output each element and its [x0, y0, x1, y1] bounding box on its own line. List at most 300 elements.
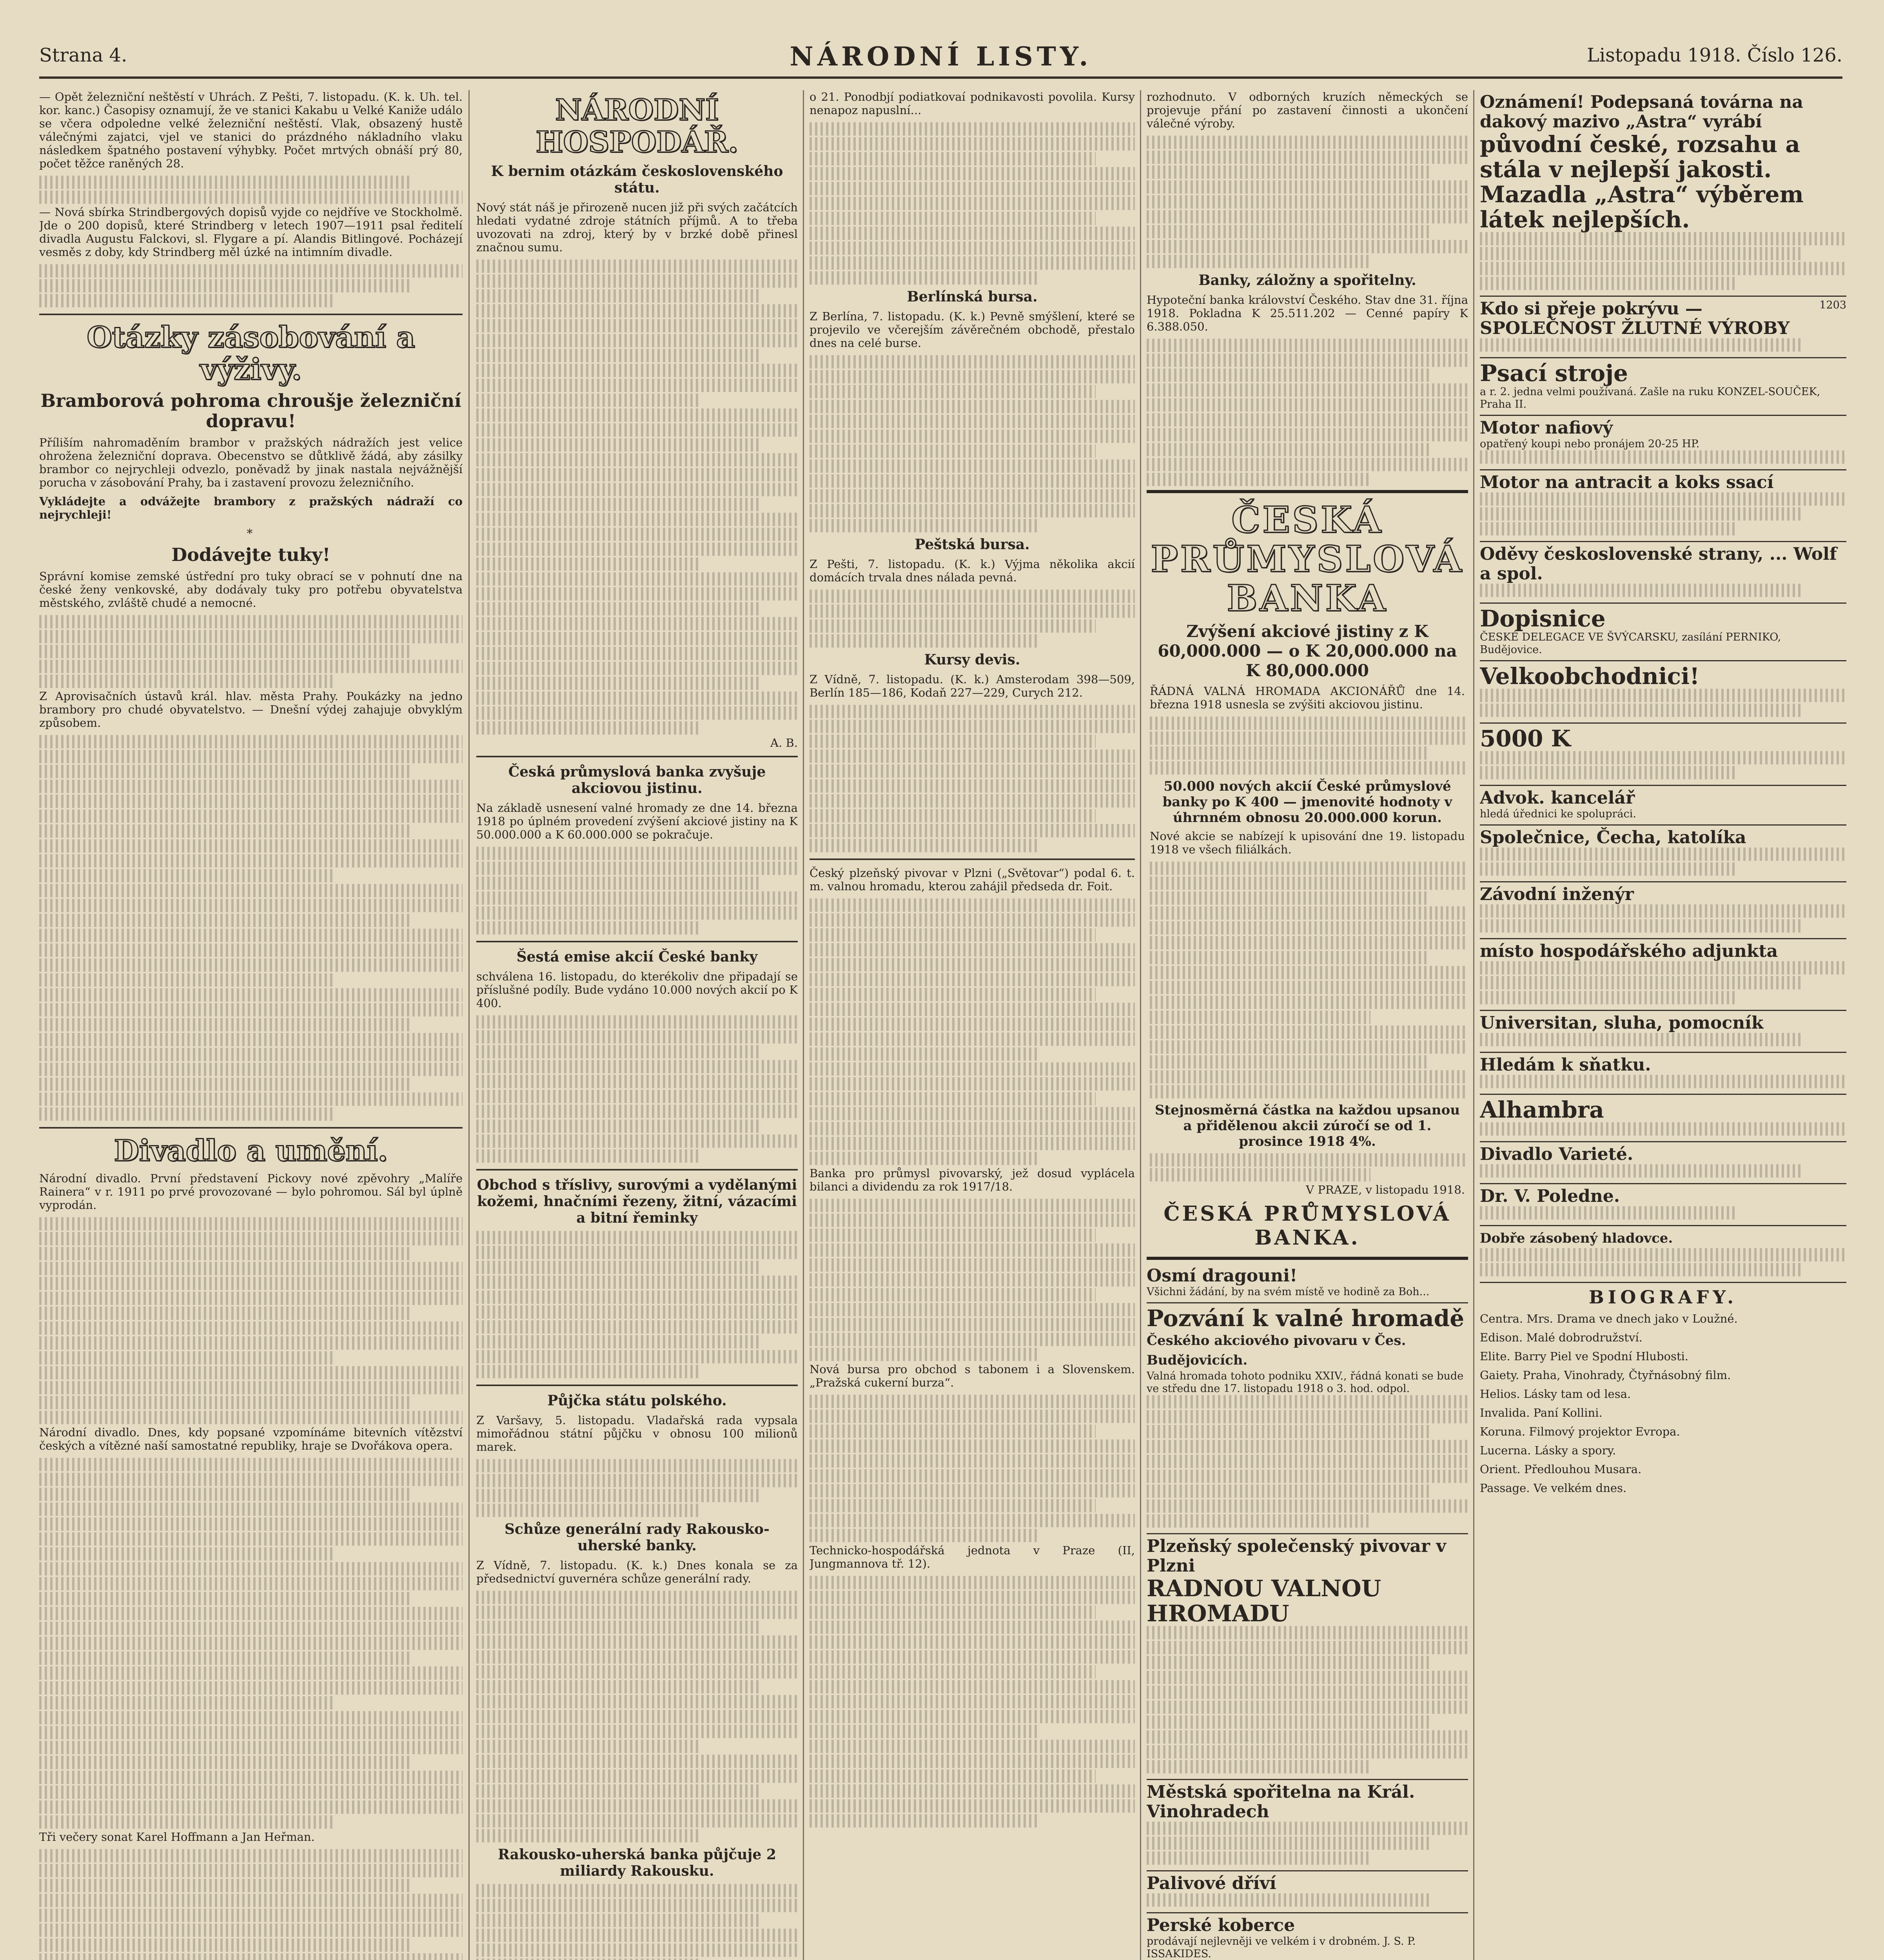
text-line — [1147, 1851, 1372, 1865]
text-line — [39, 1336, 463, 1350]
bank-ad-place: V PRAZE, v listopadu 1918. — [1306, 1183, 1465, 1196]
text-line — [1147, 151, 1468, 164]
text-line — [1147, 1730, 1468, 1744]
text-line — [476, 921, 701, 935]
text-line — [1480, 1263, 1802, 1276]
text-line — [1147, 1514, 1372, 1528]
article-pest: Z Pešti, 7. listopadu. (K. k.) Výjma několika akcií domácích trvala dnes nálada pevná. — [810, 557, 1135, 584]
article-market: o 21. Ponodbjí podiatkovaí podnikavosti povolila. Kursy nenapoz napuslní... — [810, 90, 1135, 117]
text-line — [810, 1665, 1096, 1679]
headline-fat: Dodávejte tuky! — [171, 544, 330, 565]
text-line — [1147, 180, 1468, 194]
text-line — [1480, 689, 1846, 702]
text-line — [810, 1107, 1135, 1120]
text-line — [810, 1755, 1135, 1768]
text-line — [39, 839, 463, 853]
text-line — [39, 1741, 463, 1754]
ad-farm-adjunct — [1480, 939, 1846, 1011]
text-line — [810, 122, 1135, 136]
text-line — [476, 906, 798, 920]
text-line — [39, 1232, 463, 1245]
cinema-item: Lucerna. Lásky a spory. — [1480, 1444, 1616, 1457]
text-line — [1150, 862, 1465, 875]
text-line — [810, 445, 1096, 458]
text-line — [476, 877, 759, 890]
text-line — [1150, 1055, 1427, 1069]
text-line — [1150, 921, 1465, 935]
ad-title: Dobře zásobený hladovce. — [1480, 1230, 1673, 1246]
text-line — [476, 1725, 798, 1738]
text-line — [810, 1395, 1135, 1408]
text-line — [1147, 339, 1468, 352]
text-line — [810, 1348, 1037, 1361]
text-line — [476, 274, 798, 288]
column-rule — [1140, 90, 1141, 1960]
text-line — [810, 928, 1096, 942]
headline-bank-meeting: Schůze generální rady Rakousko-uherské banky. — [505, 1521, 770, 1554]
column-4 — [1147, 90, 1468, 1960]
headline-pest-bourse: Peštská bursa. — [915, 536, 1030, 553]
ad-title: Psací stroje — [1480, 360, 1628, 387]
text-line — [1150, 877, 1465, 890]
text-line — [39, 1063, 463, 1076]
text-line — [810, 167, 1135, 180]
text-line — [39, 1786, 463, 1799]
text-line — [39, 929, 463, 942]
text-line — [1147, 473, 1372, 486]
section-divider — [39, 314, 463, 315]
text-line — [476, 289, 759, 303]
text-line — [1147, 1455, 1468, 1468]
text-line — [476, 334, 798, 347]
ad-subtitle: RADNOU VALNOU HROMADU — [1147, 1575, 1381, 1627]
text-line — [1150, 966, 1465, 979]
text-line — [1150, 1040, 1465, 1054]
ad-variete — [1480, 1142, 1846, 1184]
page-label: Strana 4. — [39, 44, 127, 66]
text-line — [1147, 1485, 1430, 1498]
bank-ad-terms: Nové akcie se nabízejí k upisování dne 19. listopadu 1918 ve všech filiálkách. — [1150, 829, 1465, 856]
text-line — [810, 809, 1096, 822]
text-line — [810, 1137, 1135, 1150]
section-heading-economy: NÁRODNÍ HOSPODÁŘ. — [535, 93, 739, 159]
text-line — [476, 1276, 798, 1289]
text-line — [39, 1849, 463, 1862]
text-line — [810, 1018, 1135, 1031]
text-line — [810, 988, 1096, 1001]
text-line — [810, 634, 1037, 648]
article-share-issue: schválena 16. listopadu, do kterékoliv dne připadají se příslušné podíly. Bude vydáno 10.000 nových akcií po K 400. — [476, 970, 798, 1010]
text-line — [1480, 492, 1846, 506]
text-line — [476, 1944, 798, 1957]
text-line — [1147, 1893, 1430, 1907]
text-line — [1147, 1425, 1430, 1438]
text-line — [810, 430, 1135, 443]
text-line — [476, 513, 798, 526]
text-line — [1480, 450, 1846, 464]
text-line — [476, 572, 798, 586]
text-line — [476, 1665, 798, 1679]
article-bank-meeting: Z Vídně, 7. listopadu. (K. k.) Dnes konala se za předsednictví guvernéra schůze generální rady. — [476, 1559, 798, 1585]
text-line — [810, 197, 1135, 210]
text-line — [476, 304, 798, 318]
text-line — [39, 944, 463, 957]
text-line — [39, 1815, 336, 1829]
text-line — [476, 1606, 798, 1619]
article-sugar: Nová bursa pro obchod s tabonem i a Slovenskem. „Pražská cukerní burza“. — [810, 1363, 1135, 1389]
text-line — [810, 590, 1135, 603]
text-line — [476, 408, 798, 422]
ad-carpets — [1147, 1913, 1468, 1960]
text-line — [1480, 338, 1802, 352]
ad-title: Závodní inženýr — [1480, 884, 1634, 904]
text-line — [476, 1621, 759, 1634]
text-line — [476, 1829, 701, 1842]
article-theatre-2: Národní divadlo. Dnes, kdy popsané vzpomínáme bitevních vítězství českých a vítězné naší samostatné republiky, hraje se Dvořákova opera. — [39, 1426, 463, 1452]
text-line — [810, 1740, 1135, 1753]
article-notice: Z Aprovisačních ústavů král. hlav. města Prahy. Poukázky na jedno brambory pro chudé obyvatelstvo. — Dnešní výdej zahajuje obvyklým způsobem. — [39, 690, 463, 730]
ad-doctor — [1480, 1184, 1846, 1226]
text-line — [1147, 1822, 1468, 1835]
ad-body: prodávají nejlevněji ve velkém i v drobném. J. S. P. ISSAKIDES. — [1147, 1935, 1416, 1960]
headline-loan-billion: Rakousko-uherská banka půjčuje 2 miliardy Rakousku. — [497, 1846, 777, 1879]
text-line — [476, 483, 798, 496]
text-line — [1147, 240, 1468, 253]
ad-shop — [1480, 1226, 1846, 1283]
text-line — [1480, 766, 1737, 779]
ad-wholesalers — [1480, 661, 1846, 724]
text-line — [39, 1517, 463, 1531]
text-line — [39, 1018, 412, 1031]
article-theatre: Národní divadlo. První představení Pickovy nové zpěvohry „Malíře Rainera“ v r. 1911 po prvé provozované — bylo pohromou. Sál byl úplně vyprodán. — [39, 1172, 463, 1212]
text-line — [476, 1755, 798, 1768]
text-line — [810, 898, 1135, 912]
cinema-item: Helios. Lásky tam od lesa. — [1480, 1387, 1631, 1401]
text-line — [810, 504, 1135, 517]
text-line — [39, 1562, 463, 1575]
bank-ad-title: ČESKÁ PRŮMYSLOVÁ BANKA — [1151, 499, 1464, 619]
cinema-item: Edison. Malé dobrodružství. — [1480, 1331, 1643, 1344]
text-line — [1150, 1168, 1370, 1181]
text-line — [39, 1726, 463, 1739]
ad-title: Advok. kancelář — [1480, 788, 1635, 808]
column-3 — [810, 90, 1135, 1960]
text-line — [1480, 976, 1802, 989]
text-line — [810, 1499, 1096, 1512]
column-5 — [1480, 90, 1846, 1960]
text-line — [476, 528, 798, 541]
ad-title: Kdo si přeje pokrývu — SPOLEČNOST ŽLUTNÉ VÝROBY — [1480, 299, 1790, 338]
text-line — [810, 619, 1096, 633]
section-heading-theatre: Divadlo a umění. — [114, 1134, 388, 1168]
ad-title: Společnice, Čecha, katolíka — [1480, 828, 1746, 848]
text-line — [476, 891, 798, 905]
text-line — [39, 869, 336, 882]
article-brewery: Český plzeňský pivovar v Plzni („Světovar“) podal 6. t. m. valnou hromadu, kterou zahájil předseda dr. Foit. — [810, 866, 1135, 893]
section-divider — [476, 1169, 798, 1171]
headline-fx: Kursy devis. — [924, 652, 1020, 668]
text-line — [476, 543, 798, 556]
text-line — [810, 750, 1135, 763]
text-line — [810, 137, 1135, 151]
text-line — [39, 1107, 336, 1121]
text-line — [476, 1105, 798, 1118]
text-line — [39, 1503, 463, 1516]
text-line — [476, 498, 759, 511]
text-line — [39, 294, 336, 307]
text-line — [810, 1606, 1096, 1619]
text-line — [476, 1591, 798, 1604]
text-line — [476, 1474, 798, 1487]
text-line — [39, 1879, 412, 1892]
ad-motor — [1480, 416, 1846, 470]
text-line — [810, 1273, 1135, 1287]
article-dividend: Banka pro průmysl pivovarský, jež dosud vyplácela bilanci a dividendu za rok 1917/18. — [810, 1167, 1135, 1193]
text-line — [810, 1047, 1037, 1061]
text-line — [39, 780, 463, 793]
ad-astra — [1480, 90, 1846, 297]
text-line — [39, 1381, 463, 1394]
masthead — [39, 41, 1842, 79]
ad-savings-bank — [1147, 1780, 1468, 1871]
article-tax: Nový stát náš je přirozeně nucen již při svých začátcích hledati vydatné zdroje státních příjmů. A to třeba uvozovati na zdroj, který by v brzké době přinesl značnou sumu. — [476, 201, 798, 254]
text-line — [39, 615, 463, 628]
text-line — [476, 1650, 798, 1664]
cinema-item: Elite. Barry Piel ve Spodní Hlubosti. — [1480, 1350, 1689, 1363]
text-line — [476, 423, 798, 437]
text-line — [476, 1261, 759, 1274]
text-line — [476, 557, 701, 571]
text-line — [1147, 1760, 1372, 1773]
text-line — [1147, 368, 1430, 382]
text-line — [39, 1292, 463, 1305]
text-line — [810, 355, 1135, 368]
text-line — [476, 1695, 798, 1708]
divider-dash: * — [247, 527, 255, 541]
text-line — [1147, 1440, 1468, 1453]
ad-engineer — [1480, 882, 1846, 939]
column-1 — [39, 90, 463, 1960]
text-line — [476, 677, 759, 690]
bank-ad-intro: ŘÁDNÁ VALNÁ HROMADA AKCIONÁŘŮ dne 14. března 1918 usnesla se zvýšiti akciovou jistinu. — [1150, 684, 1465, 711]
text-line — [39, 645, 412, 658]
text-line — [39, 809, 463, 823]
article-rail-accident: — Opět železniční neštěstí v Uhrách. Z Pešti, 7. listopadu. (K. k. Uh. tel. kor. kanc.) Časopisy oznamují, že ve stanici Kakabu u Velké Kaniže událo se včera odpoledne velké železniční neštěstí. Vlak, obsazený hustě válečnými zajatci, vjel ve stanici do prázdného nákladního vlaku následkem špatného postavení výhybky. Počet mrtvých obnáší prý 80, počet těžce raněných 28. — [39, 90, 463, 170]
text-line — [810, 1799, 1135, 1813]
text-line — [476, 662, 798, 675]
text-line — [476, 1120, 759, 1133]
text-line — [810, 1303, 1135, 1316]
text-line — [810, 1122, 1135, 1135]
text-line — [476, 1365, 701, 1378]
text-line — [39, 1217, 463, 1230]
ad-body: ČESKÉ DELEGACE VE ŠVÝCARSKU, zasílání PERNIKO, Budějovice. — [1480, 631, 1781, 656]
text-line — [810, 152, 1096, 165]
ad-title: místo hospodářského adjunkta — [1480, 941, 1778, 961]
text-line — [39, 1247, 412, 1260]
text-line — [810, 474, 1135, 488]
text-line — [39, 1307, 412, 1320]
text-line — [476, 1769, 798, 1783]
text-line — [476, 1045, 759, 1058]
text-line — [39, 1953, 463, 1960]
text-line — [810, 1077, 1135, 1091]
text-line — [810, 415, 1135, 428]
cinema-list — [1480, 1312, 1846, 1495]
text-line — [1150, 981, 1465, 994]
text-line — [39, 1651, 412, 1665]
ad-anthracite — [1480, 470, 1846, 542]
bank-ad-interest: Stejnosměrná částka na každou upsanou a přidělenou akcii zúročí se od 1. prosince 1918 4%. — [1154, 1102, 1460, 1149]
text-line — [39, 899, 463, 912]
text-line — [1147, 210, 1468, 223]
text-line — [810, 459, 1135, 473]
column-rule — [803, 90, 804, 1960]
text-line — [39, 973, 336, 987]
text-line — [810, 1469, 1135, 1483]
text-line — [810, 1199, 1135, 1212]
text-line — [810, 212, 1096, 225]
ad-number: 1203 — [1819, 299, 1846, 311]
text-line — [1150, 717, 1465, 730]
text-line — [476, 617, 798, 630]
text-line — [1480, 262, 1846, 275]
text-line — [39, 1800, 463, 1814]
text-line — [1480, 961, 1846, 975]
text-line — [476, 1134, 798, 1148]
issue-label: Listopadu 1918. Číslo 126. — [1586, 44, 1842, 66]
text-line — [476, 319, 798, 332]
text-line — [1147, 1656, 1430, 1669]
text-line — [1480, 522, 1737, 535]
text-line — [1147, 136, 1468, 149]
text-line — [39, 1351, 336, 1365]
text-line — [39, 1681, 463, 1695]
headline-share-issue: Šestá emise akcií České banky — [516, 949, 758, 965]
text-line — [810, 227, 1135, 240]
text-line — [810, 943, 1135, 956]
bank-ad-headline: Zvýšení akciové jistiny z K 60,000.000 — o K 20,000.000 na K 80,000.000 — [1158, 622, 1457, 680]
cinema-item: Invalida. Paní Kollini. — [1480, 1406, 1603, 1419]
text-line — [810, 735, 1096, 748]
article-polish-loan: Z Varšavy, 5. listopadu. Vladařská rada vypsala mimořádnou státní půjčku v obnosu 100 milionů marek. — [476, 1414, 798, 1454]
text-line — [476, 1635, 798, 1649]
text-line — [1480, 1033, 1802, 1046]
text-line — [39, 1547, 336, 1561]
ad-title: Oznámení! Podepsaná továrna na dakový mazivo „Astra“ vyrábí — [1480, 92, 1803, 132]
text-line — [810, 489, 1135, 503]
text-line — [476, 706, 798, 720]
ad-dragoons — [1147, 1264, 1468, 1303]
text-line — [476, 1799, 798, 1813]
text-line — [810, 1650, 1135, 1664]
text-line — [810, 604, 1135, 618]
text-line — [476, 647, 798, 660]
text-line — [39, 1262, 463, 1275]
text-line — [1147, 1641, 1468, 1654]
ad-title: Městská spořitelna na Král. Vinohradech — [1147, 1782, 1415, 1822]
ad-title: Osmí dragouni! — [1147, 1266, 1298, 1286]
ad-body: hledá úřednici ke spolupráci. — [1480, 808, 1636, 820]
text-line — [39, 1711, 463, 1724]
text-line — [476, 1231, 798, 1244]
text-line — [810, 764, 1135, 778]
text-line — [39, 1078, 412, 1091]
text-line — [1147, 1686, 1468, 1699]
text-line — [1147, 1470, 1468, 1483]
text-line — [1147, 443, 1430, 456]
headline-potato: Bramborová pohroma chroušje železniční dopravu! — [40, 390, 461, 432]
text-line — [39, 1093, 463, 1106]
ad-title: Alhambra — [1480, 1096, 1604, 1123]
text-line — [476, 1149, 701, 1163]
text-line — [476, 1504, 701, 1517]
ad-marriage — [1480, 1053, 1846, 1095]
text-line — [1480, 1075, 1846, 1088]
text-line — [810, 241, 1135, 255]
text-line — [39, 750, 463, 763]
section-divider — [39, 1127, 463, 1129]
text-line — [476, 379, 798, 392]
text-line — [1147, 1715, 1430, 1729]
text-line — [39, 1622, 463, 1635]
bank-ad-offer: 50.000 nových akcií České průmyslové banky po K 400 — jmenovité hodnoty v úhrnném obnosu 20.000.000 korun. — [1162, 779, 1452, 826]
text-line — [39, 1532, 463, 1546]
column-rule — [468, 90, 470, 1960]
text-line — [1147, 413, 1468, 426]
text-line — [476, 1335, 759, 1348]
article-banks: Hypoteční banka království Českého. Stav dne 31. října 1918. Pokladna K 25.511.202 — Cenné papíry K 6.388.050. — [1147, 293, 1468, 333]
text-line — [810, 1514, 1135, 1527]
text-line — [476, 1305, 798, 1319]
text-line — [810, 1033, 1135, 1046]
text-line — [810, 958, 1135, 971]
text-line — [810, 1621, 1135, 1634]
text-line — [476, 691, 798, 705]
ad-body: Všichni žádání, by na svém místě ve hodině za Boh... — [1147, 1286, 1430, 1298]
text-line — [39, 1924, 463, 1937]
cinema-item: Koruna. Filmový projektor Evropa. — [1480, 1425, 1680, 1438]
text-line — [476, 1489, 759, 1502]
text-line — [39, 914, 412, 927]
text-line — [1480, 991, 1737, 1004]
text-line — [39, 1396, 412, 1409]
text-line — [39, 1411, 463, 1424]
text-line — [810, 1425, 1096, 1438]
text-line — [810, 1814, 1037, 1828]
ad-subtitle: Českého akciového pivovaru v Čes. Budějovicích. — [1147, 1333, 1406, 1368]
text-line — [476, 1899, 798, 1912]
text-line — [1150, 1085, 1465, 1098]
text-line — [39, 1577, 463, 1590]
text-line — [39, 1864, 463, 1877]
bank-advertisement — [1147, 490, 1468, 1260]
text-line — [476, 468, 798, 481]
text-line — [810, 1152, 1037, 1165]
text-line — [476, 1814, 798, 1828]
text-line — [1480, 584, 1802, 597]
ad-alhambra — [1480, 1095, 1846, 1142]
text-line — [810, 400, 1135, 413]
text-line — [810, 519, 1037, 532]
text-line — [1480, 904, 1846, 918]
text-line — [810, 1333, 1135, 1346]
column-rule — [1473, 90, 1474, 1960]
text-line — [39, 824, 412, 838]
text-line — [810, 1439, 1135, 1453]
headline-berlin-bourse: Berlínská bursa. — [907, 289, 1038, 305]
section-divider — [476, 1385, 798, 1386]
